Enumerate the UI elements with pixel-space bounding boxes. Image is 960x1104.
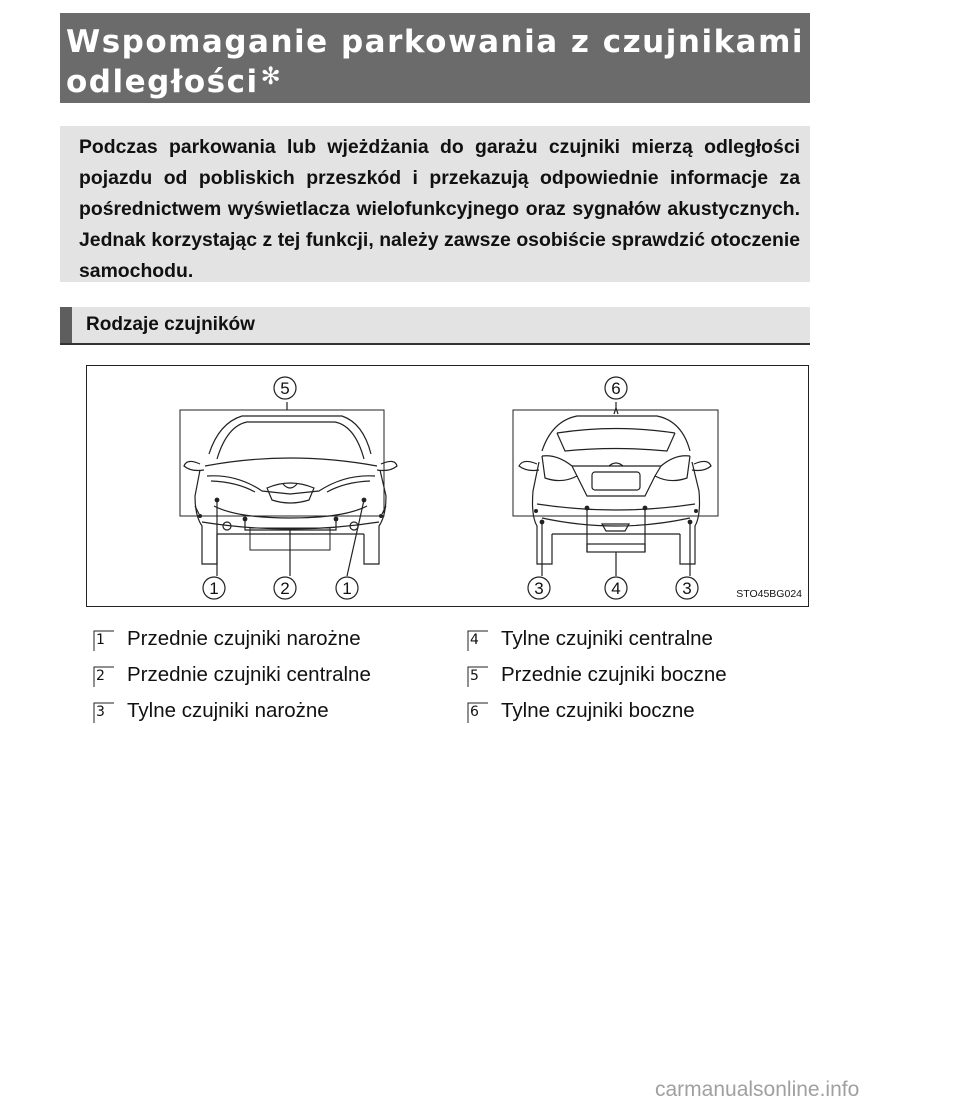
legend-number: 6 [470,704,479,720]
legend-number: 4 [470,632,479,648]
legend-number: 3 [96,704,105,720]
section-marker [60,307,72,343]
callout-2-label: 2 [280,579,290,598]
rear-car-illustration [513,408,718,564]
legend-number-icon [467,630,489,652]
title-line-1: Wspomaganie parkowania z czujnikami [66,24,805,60]
footnote-star-icon: ✻ [260,62,283,90]
sensor-diagram-drawing [87,366,809,607]
legend-label: Tylne czujniki boczne [501,699,695,722]
legend-number: 1 [96,632,105,648]
legend-number: 5 [470,668,479,684]
legend-number-icon [93,666,115,688]
watermark: carmanualsonline.info [655,1078,860,1101]
callout-1-left-label: 1 [209,579,219,598]
title-line-2-text: odległości [66,64,259,100]
legend-label: Przednie czujniki narożne [127,627,361,650]
callout-3-left-label: 3 [534,579,544,598]
legend-number: 2 [96,668,105,684]
legend-label: Przednie czujniki boczne [501,663,727,686]
callout-3-right-label: 3 [682,579,692,598]
legend-number-icon [467,666,489,688]
legend-number-icon [93,702,115,724]
legend-label: Przednie czujniki centralne [127,663,371,686]
legend-number-icon [93,630,115,652]
page-title [60,13,810,103]
intro-text: Podczas parkowania lub wjeżdżania do garażu czujniki mierzą odległości pojazdu od pobliskich przeszkód i przekazują odpowiednie informacje za pośrednictwem wyświetlacza wielofunkcyjnego oraz sygnałów akustycznych. Jednak korzystając z tej funkcji, należy zawsze osobiście sprawdzić otoczenie samochodu. [60,126,810,282]
callout-1-right-label: 1 [342,579,352,598]
callout-4-label: 4 [611,579,621,598]
front-car-illustration [180,410,397,564]
section-heading [60,307,810,345]
legend-label: Tylne czujniki narożne [127,699,329,722]
section-heading-label: Rodzaje czujników [86,314,255,335]
legend-label: Tylne czujniki centralne [501,627,713,650]
callout-5-label: 5 [280,379,290,398]
figure-code: STO45BG024 [736,588,802,600]
sensor-diagram [86,365,809,607]
callout-6-label: 6 [611,379,621,398]
legend-number-icon [467,702,489,724]
title-line-2 [66,62,810,102]
